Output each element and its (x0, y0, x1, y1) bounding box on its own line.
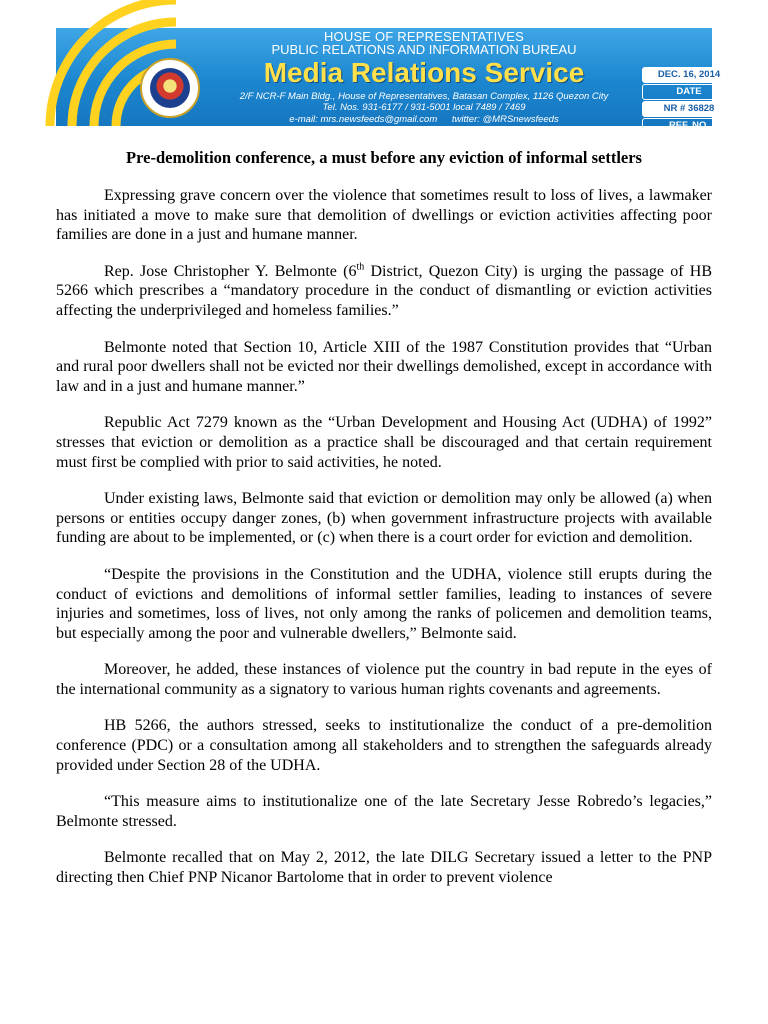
email-address: e-mail: mrs.newsfeeds@gmail.com (289, 114, 438, 125)
office-address: 2/F NCR-F Main Bldg., House of Representatives, Batasan Complex, 1126 Quezon City (239, 91, 609, 102)
paragraph-text: Rep. Jose Christopher Y. Belmonte (6 (104, 262, 357, 280)
paragraph (56, 262, 712, 321)
service-title: Media Relations Service (263, 57, 585, 88)
contact-line (214, 114, 634, 125)
paragraph: Belmonte noted that Section 10, Article XIII of the 1987 Constitution provides that “Urban and rural poor dwellers shall not be evicted nor their dwellings demolished, except in accordance with law and in a just and humane manner.” (56, 338, 712, 395)
paragraph: “Despite the provisions in the Constitution and the UDHA, violence still erupts during the conduct of evictions and demolitions of informal settler families, leading to instances of severe injuries and sometimes, loss of lives, not only among the ranks of policemen and demolition teams, but especially among the poor and vulnerable dwellers,” Belmonte said. (56, 565, 712, 642)
article-body (56, 186, 712, 905)
date-value: DEC. 16, 2014 (642, 67, 736, 83)
ref-no-label: REF. NO. (642, 118, 736, 134)
paragraph: Expressing grave concern over the violence that sometimes result to loss of lives, a lawmaker has initiated a move to make sure that demolition of dwellings or eviction activities affecting poor families are done in a just and humane manner. (56, 187, 712, 244)
article-headline: Pre-demolition conference, a must before any eviction of informal settlers (126, 148, 642, 167)
date-label: DATE (642, 84, 736, 100)
news-release-number: NR # 36828 (642, 101, 736, 117)
paragraph: Republic Act 7279 known as the “Urban Development and Housing Act (UDHA) of 1992” stresses that eviction or demolition as a practice shall be discouraged and that certain requirement must first be complied with prior to said activities, he noted. (56, 414, 712, 471)
paragraph: Belmonte recalled that on May 2, 2012, the late DILG Secretary issued a letter to the PNP directing then Chief PNP Nicanor Bartolome that in order to prevent violence (56, 849, 712, 887)
header-banner (56, 28, 721, 131)
paragraph: “This measure aims to institutionalize one of the late Secretary Jesse Robredo’s legacies,” Belmonte stressed. (56, 793, 712, 830)
superscript: th (356, 261, 365, 273)
bureau-name: PUBLIC RELATIONS AND INFORMATION BUREAU (271, 42, 577, 57)
paragraph: Under existing laws, Belmonte said that eviction or demolition may only be allowed (a) when persons or entities occupy danger zones, (b) when government infrastructure projects with available funding are about to be implemented, or (c) when there is a court order for eviction and demolition. (56, 490, 712, 547)
house-seal-logo (140, 58, 200, 118)
paragraph-text: District, Quezon City) is urging the passage of HB 5266 which prescribes a “mandatory procedure in the conduct of dismantling or eviction activities affecting the underprivileged and homeless families.” (56, 262, 713, 319)
telephone-numbers: Tel. Nos. 931-6177 / 931-5001 local 7489 / 7469 (322, 102, 526, 113)
paragraph: HB 5266, the authors stressed, seeks to institutionalize the conduct of a pre-demolition conference (PDC) or a consultation among all stakeholders and to strengthen the safeguards already provided under Section 28 of the UDHA. (56, 717, 712, 774)
twitter-handle: twitter: @MRSnewsfeeds (451, 114, 559, 125)
org-name: HOUSE OF REPRESENTATIVES (323, 29, 525, 44)
paragraph: Moreover, he added, these instances of violence put the country in bad repute in the eyes of the international community as a signatory to various human rights covenants and agreements. (56, 661, 712, 698)
